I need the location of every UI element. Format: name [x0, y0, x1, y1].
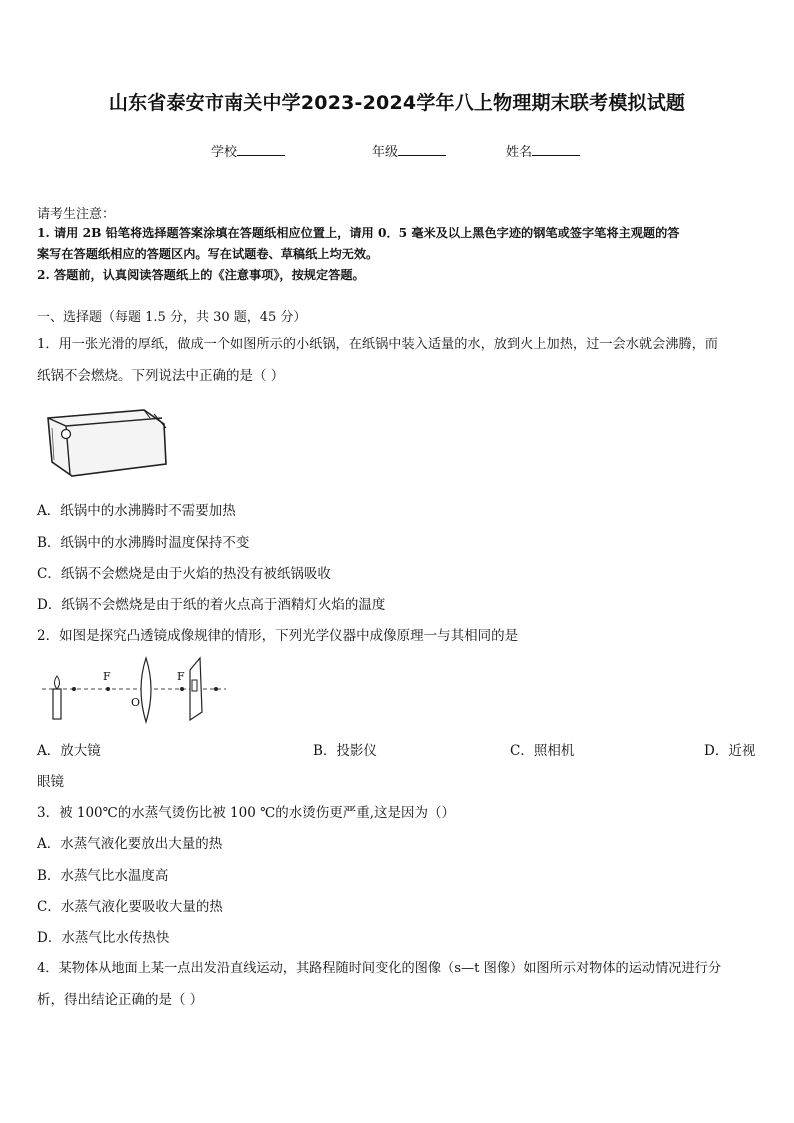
school-field[interactable]: [211, 141, 285, 160]
focal-label-right: F: [177, 670, 185, 683]
q4-stem-line2: 析，得出结论正确的是（ ）: [37, 992, 204, 1008]
name-label: 姓名: [506, 145, 533, 160]
lens-experiment-figure: [40, 656, 230, 726]
name-blank[interactable]: [532, 143, 580, 156]
q1-option-a[interactable]: A．纸锅中的水沸腾时不需要加热: [37, 503, 236, 519]
q1-option-b[interactable]: B．纸锅中的水沸腾时温度保持不变: [37, 535, 250, 551]
q3-option-d[interactable]: D．水蒸气比水传热快: [37, 930, 170, 946]
q2-option-a[interactable]: A．放大镜: [37, 743, 101, 759]
q1-option-c[interactable]: C．纸锅不会燃烧是由于火焰的热没有被纸锅吸收: [37, 566, 331, 582]
notice-line-1b: 案写在答题纸相应的答题区内。写在试题卷、草稿纸上均无效。: [37, 247, 379, 261]
section-heading: 一、选择题（每题 1.5 分，共 30 题，45 分）: [37, 310, 307, 325]
focal-label-left: F: [103, 670, 111, 683]
q3-option-c[interactable]: C．水蒸气液化要吸收大量的热: [37, 899, 223, 915]
q1-stem-line1: 1．用一张光滑的厚纸，做成一个如图所示的小纸锅，在纸锅中装入适量的水，放到火上加热，过一会水就会沸腾，而: [37, 337, 718, 352]
name-field[interactable]: [506, 141, 580, 160]
q3-option-a[interactable]: A．水蒸气液化要放出大量的热: [37, 836, 223, 852]
q3-option-b[interactable]: B．水蒸气比水温度高: [37, 868, 169, 884]
q2-option-d[interactable]: D．近视: [704, 743, 756, 759]
q1-stem-line2: 纸锅不会燃烧。下列说法中正确的是（ ）: [37, 368, 285, 384]
grade-label: 年级: [372, 145, 399, 160]
grade-blank[interactable]: [398, 143, 446, 156]
q1-option-d[interactable]: D．纸锅不会燃烧是由于纸的着火点高于酒精灯火焰的温度: [37, 597, 386, 613]
notice-heading: 请考生注意：: [37, 207, 116, 222]
q2-stem: 2．如图是探究凸透镜成像规律的情形，下列光学仪器中成像原理一与其相同的是: [37, 628, 519, 644]
school-blank[interactable]: [237, 143, 285, 156]
paper-pot-figure: [44, 404, 170, 480]
q2-option-b[interactable]: B．投影仪: [313, 743, 377, 759]
grade-field[interactable]: [372, 141, 446, 160]
q3-stem: 3．被 100℃的水蒸气烫伤比被 100 ℃的水烫伤更严重,这是因为（）: [37, 805, 455, 821]
q4-stem-line1: 4．某物体从地面上某一点出发沿直线运动，其路程随时间变化的图像（s—t 图像）如图所示对物体的运动情况进行分: [37, 961, 722, 976]
notice-line-1: 1. 请用 2B 铅笔将选择题答案涂填在答题纸相应位置上，请用 0．5 毫米及以上黑色字迹的钢笔或签字笔将主观题的答: [37, 226, 680, 240]
lens-center-label: O: [131, 696, 141, 709]
page-title: 山东省泰安市南关中学2023-2024学年八上物理期末联考模拟试题: [108, 92, 686, 114]
q2-option-c[interactable]: C．照相机: [510, 743, 575, 759]
school-label: 学校: [211, 145, 238, 160]
q2-option-d-continued[interactable]: 眼镜: [37, 774, 64, 790]
notice-line-2: 2. 答题前，认真阅读答题纸上的《注意事项》，按规定答题。: [37, 268, 365, 282]
